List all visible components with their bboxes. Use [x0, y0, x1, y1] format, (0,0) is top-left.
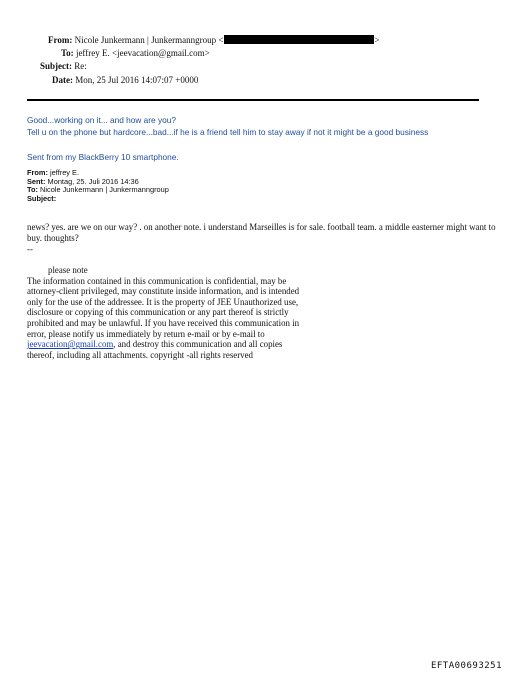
disclaimer-text-end: , and destroy this communication and all copies thereof, including all attachments. copyright -all rights reserved [27, 339, 283, 360]
reply-signature: Sent from my BlackBerry 10 smartphone. [27, 152, 179, 162]
fwd-subject-label: Subject: [27, 193, 57, 203]
redaction-bar [224, 35, 374, 44]
header-subject-label: Subject: [40, 61, 72, 71]
header-from-value: Nicole Junkermann | Junkermanngroup < [74, 35, 224, 45]
header-from-row [48, 35, 380, 46]
header-date-row [52, 75, 198, 86]
fwd-from-label: From: [27, 168, 48, 177]
fwd-subject-row [27, 195, 169, 204]
header-to-label: To: [61, 48, 74, 58]
signature-separator: -- [27, 244, 33, 254]
forwarded-header [27, 169, 169, 203]
email-link[interactable]: jeevacation@gmail.com [27, 339, 114, 350]
disclaimer-text: The information contained in this communication is confidential, may be attorney-client privileged, may constitute inside information, and is intended only for the use of the addressee. It is the property of JEE Unauthorized use, disclosure or copying of this communication or any part thereof is strictly prohibited and may be unlawful. If you have received this communication in error, please notify us immediately by return e-mail or by e-mail to [27, 275, 300, 339]
header-from-label: From: [48, 35, 73, 45]
fwd-to-value: Nicole Junkermann | Junkermanngroup [40, 185, 169, 195]
header-date-label: Date: [52, 75, 73, 85]
message-body: news? yes. are we on our way? . on another note. i understand Marseilles is for sale. football team. a middle easterner might want to buy. thoughts? [27, 222, 496, 243]
header-divider [27, 99, 479, 101]
fwd-from-value: jeffrey E. [50, 168, 80, 177]
header-subject-row [40, 61, 87, 72]
header-date-value: Mon, 25 Jul 2016 14:07:07 +0000 [75, 75, 199, 85]
header-subject-value: Re: [74, 61, 87, 71]
confidentiality-disclaimer [27, 265, 307, 360]
reply-line-2: Tell u on the phone but hardcore...bad...if he is a friend tell him to stay away if not it might be a good business [27, 127, 429, 137]
fwd-sent-label: Sent: [27, 176, 46, 186]
fwd-to-label: To: [27, 185, 38, 195]
please-note: please note [48, 265, 88, 275]
reply-line-1: Good...working on it... and how are you? [27, 115, 176, 125]
header-from-tail: > [374, 35, 380, 45]
header-to-row [61, 48, 210, 59]
header-to-value: jeffrey E. <jeevacation@gmail.com> [75, 48, 210, 58]
fwd-sent-value: Montag, 25. Juli 2016 14:36 [47, 176, 139, 186]
bates-number: EFTA00693251 [430, 661, 502, 671]
